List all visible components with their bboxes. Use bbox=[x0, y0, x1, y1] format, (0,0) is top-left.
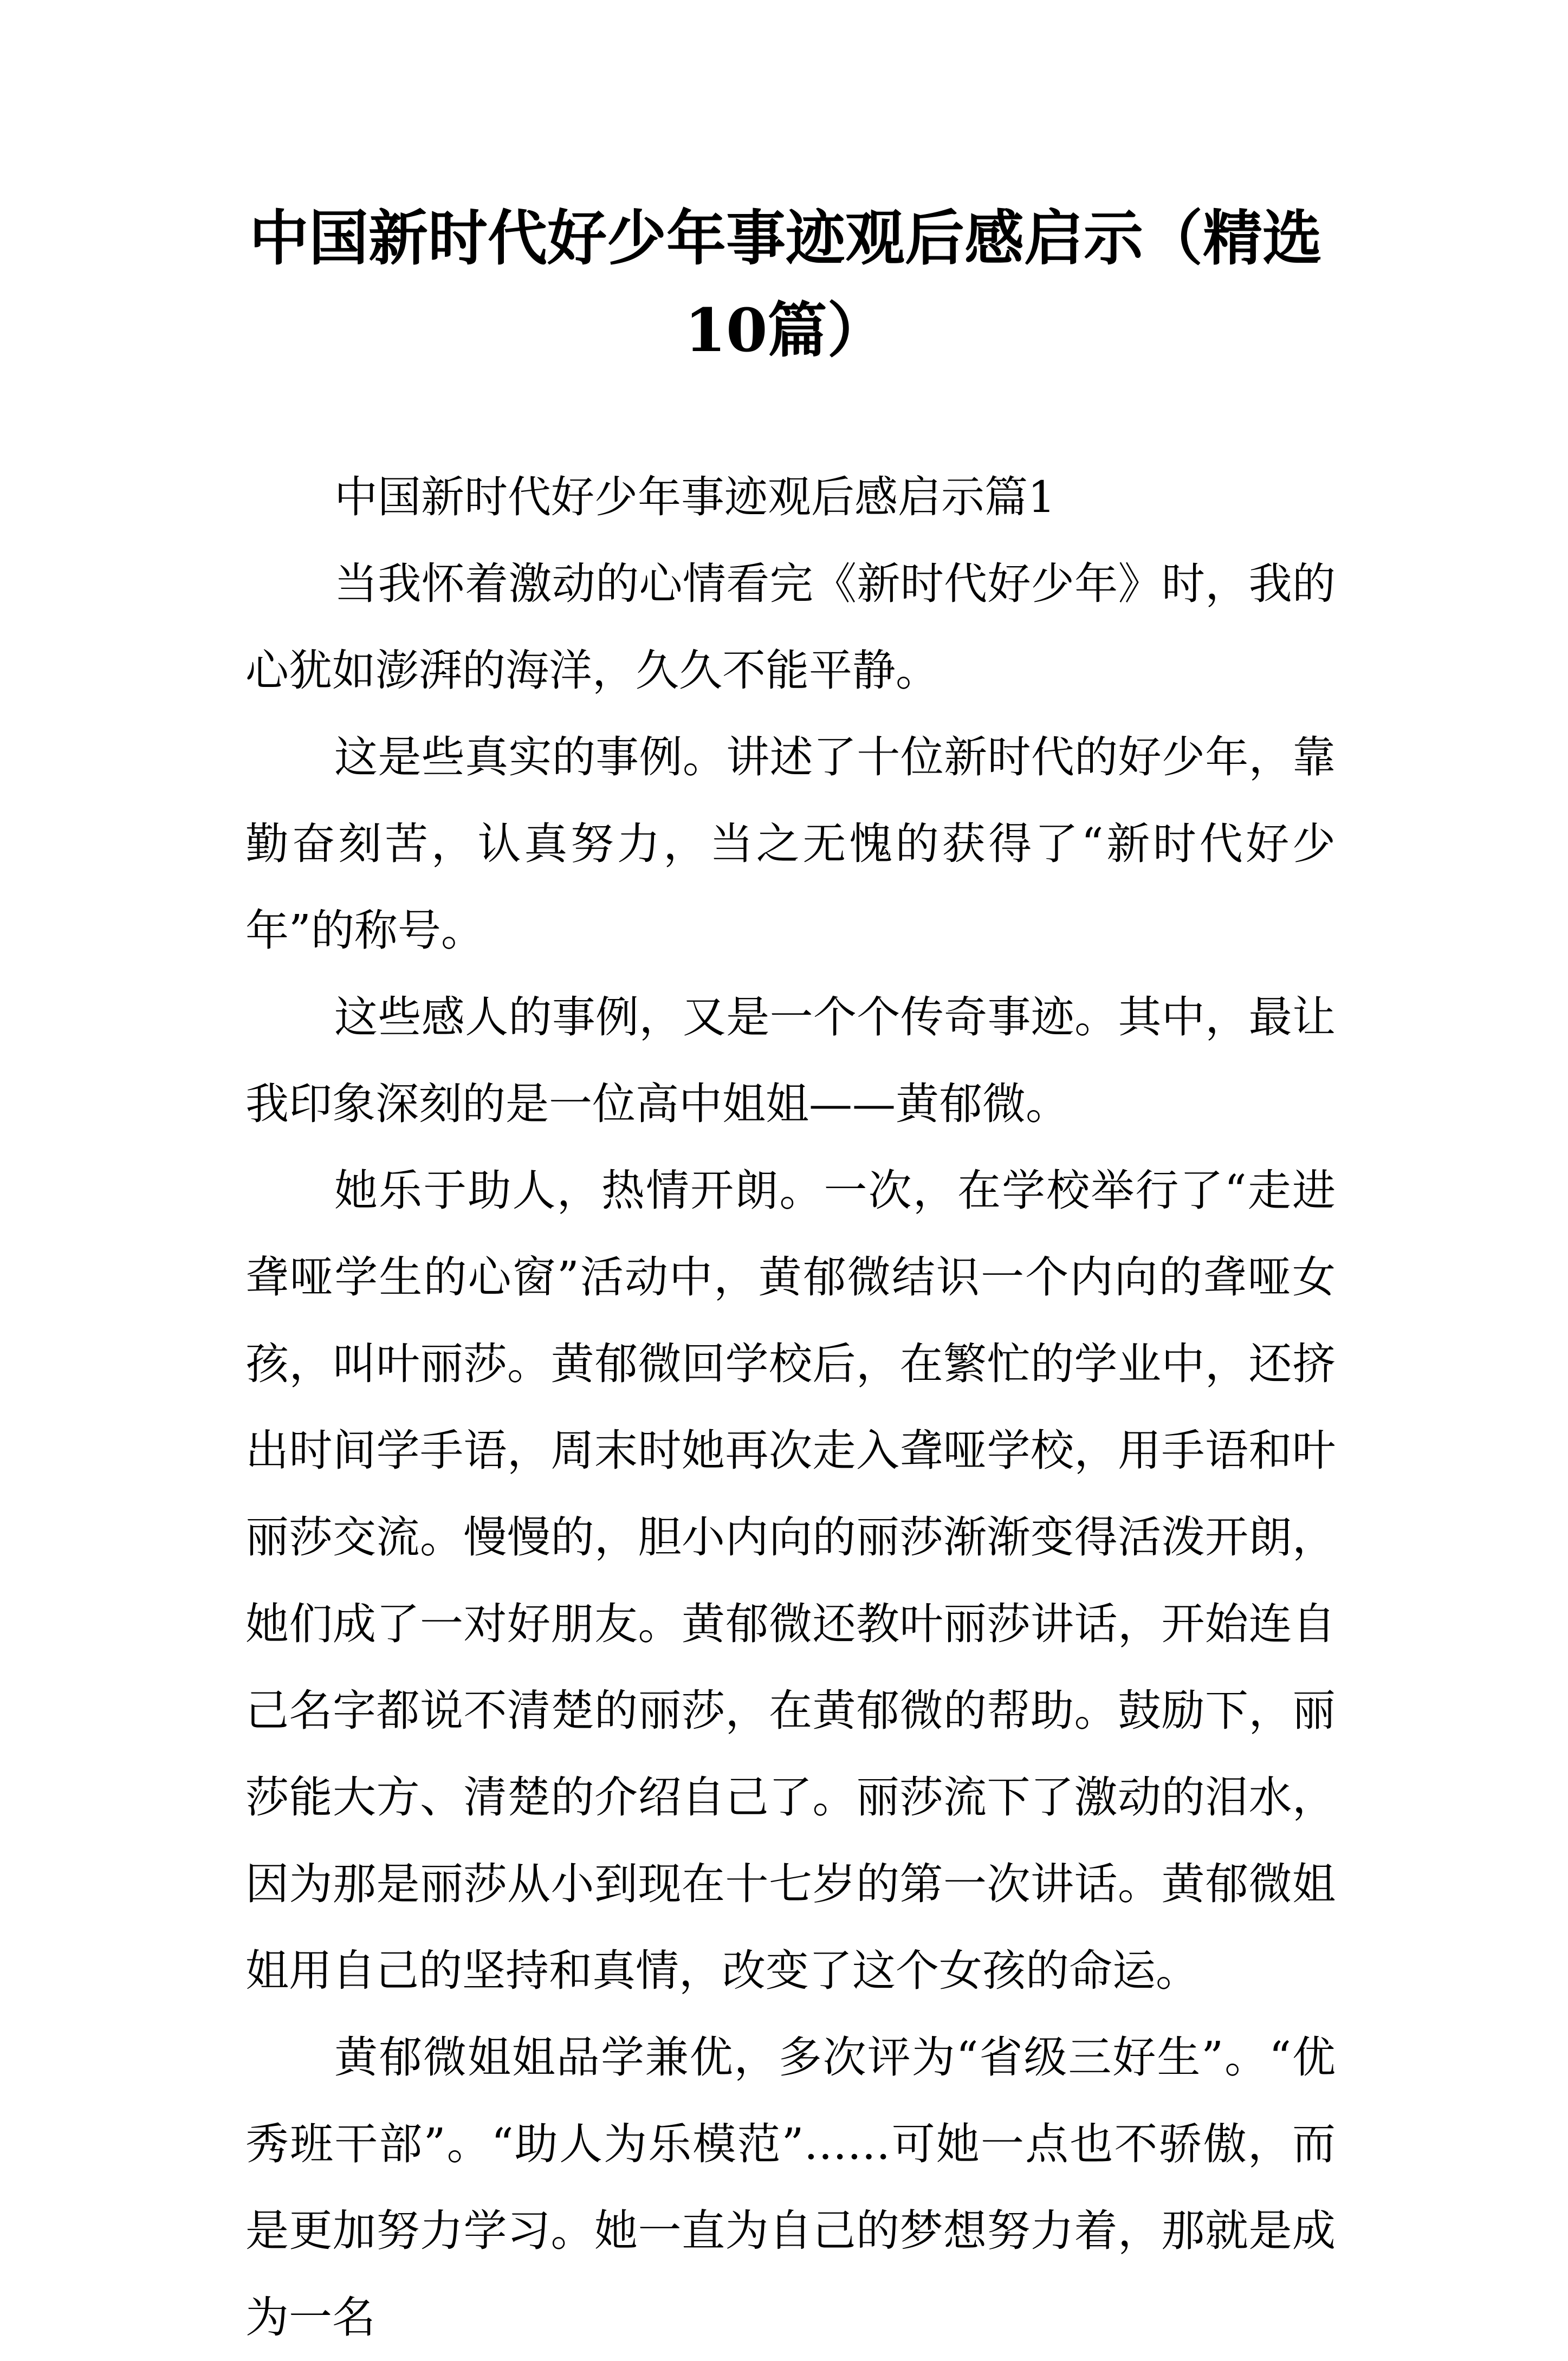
paragraph: 这些感人的事例，又是一个个传奇事迹。其中，最让我印象深刻的是一位高中姐姐——黄郁微。 bbox=[245, 992, 1336, 1129]
paragraph: 她乐于助人，热情开朗。一次，在学校举行了“走进聋哑学生的心窗”活动中，黄郁微结识一个内向的聋哑女孩，叫叶丽莎。黄郁微回学校后，在繁忙的学业中，还挤出时间学手语，周末时她再次走入聋哑学校，用手语和叶丽莎交流。慢慢的，胆小内向的丽莎渐渐变得活泼开朗，她们成了一对好朋友。黄郁微还教叶丽莎讲话，开始连自己名字都说不清楚的丽莎，在黄郁微的帮助。鼓励下，丽莎能大方、清楚的介绍自己了。丽莎流下了激动的泪水，因为那是丽莎从小到现在十七岁的第一次讲话。黄郁微姐姐用自己的坚持和真情，改变了这个女孩的命运。 bbox=[245, 1165, 1336, 1996]
document-title: 中国新时代好少年事迹观后感启示（精选10篇） bbox=[249, 203, 1322, 365]
paragraph: 黄郁微姐姐品学兼优，多次评为“省级三好生”。“优秀班干部”。“助人为乐模范”……可她一点也不骄傲，而是更加努力学习。她一直为自己的梦想努力着，那就是成为一名 bbox=[245, 2032, 1336, 2343]
paragraph: 这是些真实的事例。讲述了十位新时代的好少年，靠勤奋刻苦，认真努力，当之无愧的获得了“新时代好少年”的称号。 bbox=[245, 732, 1336, 956]
document-body bbox=[245, 454, 1336, 2361]
paragraph: 当我怀着激动的心情看完《新时代好少年》时，我的心犹如澎湃的海洋，久久不能平静。 bbox=[245, 559, 1336, 696]
section-heading: 中国新时代好少年事迹观后感启示篇1 bbox=[334, 472, 1055, 522]
